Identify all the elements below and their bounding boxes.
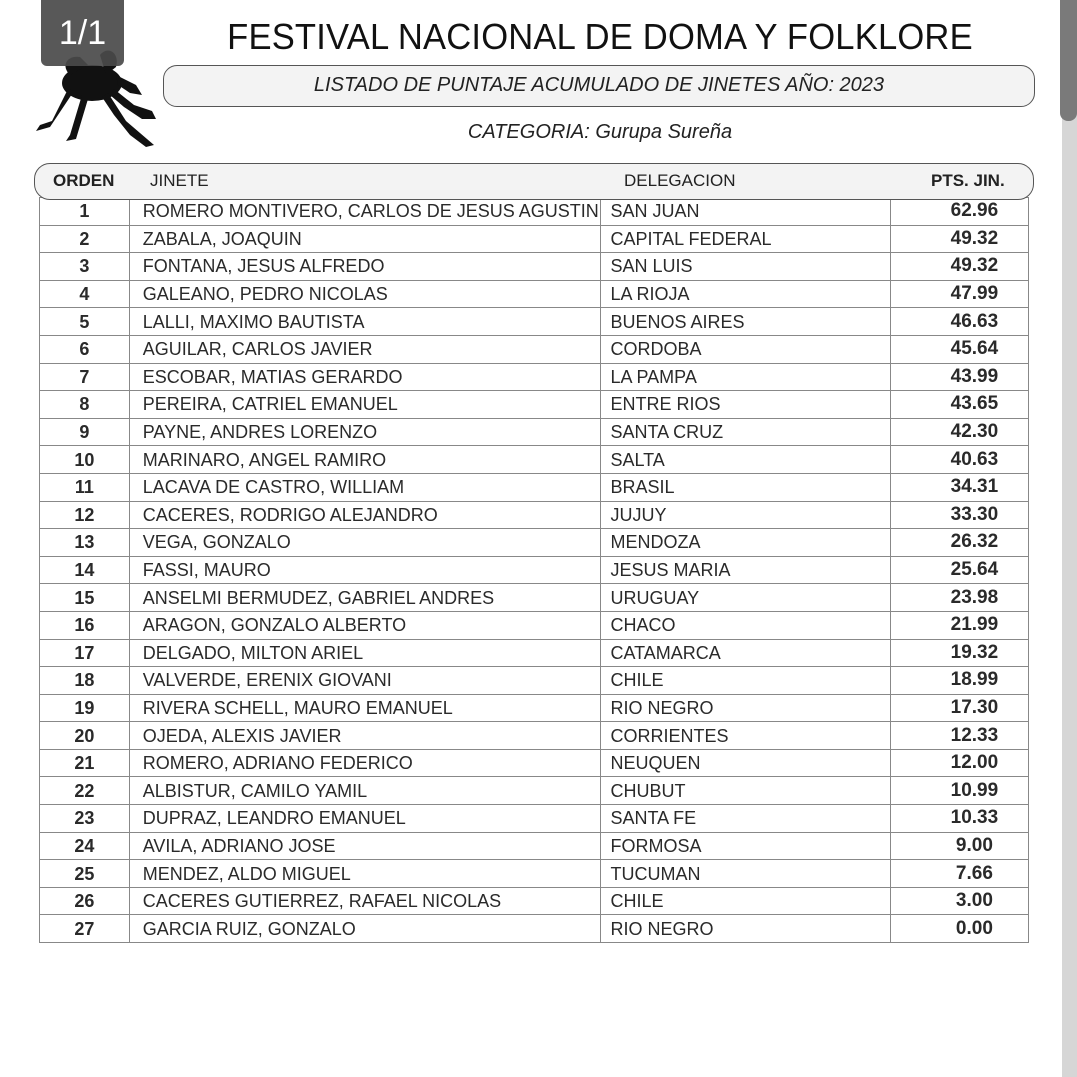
cell-jinete: GALEANO, PEDRO NICOLAS xyxy=(129,280,601,308)
cell-orden: 12 xyxy=(40,501,130,529)
cell-jinete: PEREIRA, CATRIEL EMANUEL xyxy=(129,391,601,419)
cell-pts: 26.32 xyxy=(890,529,1028,557)
cell-orden: 18 xyxy=(40,667,130,695)
table-row xyxy=(40,611,1029,639)
table-row xyxy=(40,308,1029,336)
results-table xyxy=(39,197,1029,943)
cell-pts: 49.32 xyxy=(890,225,1028,253)
cell-jinete: OJEDA, ALEXIS JAVIER xyxy=(129,722,601,750)
header-delegacion: DELEGACION xyxy=(624,171,736,190)
cell-pts: 40.63 xyxy=(890,446,1028,474)
cell-orden: 6 xyxy=(40,335,130,363)
table-header xyxy=(34,163,1034,200)
table-row xyxy=(40,198,1029,226)
cell-delegacion: NEUQUEN xyxy=(601,749,890,777)
cell-jinete: FONTANA, JESUS ALFREDO xyxy=(129,253,601,281)
cell-delegacion: RIO NEGRO xyxy=(601,915,890,943)
cell-delegacion: ENTRE RIOS xyxy=(601,391,890,419)
cell-orden: 23 xyxy=(40,805,130,833)
cell-orden: 14 xyxy=(40,556,130,584)
cell-orden: 2 xyxy=(40,225,130,253)
cell-delegacion: JESUS MARIA xyxy=(601,556,890,584)
cell-jinete: FASSI, MAURO xyxy=(129,556,601,584)
cell-delegacion: CHILE xyxy=(601,887,890,915)
table-row xyxy=(40,335,1029,363)
table-row xyxy=(40,225,1029,253)
cell-jinete: GARCIA RUIZ, GONZALO xyxy=(129,915,601,943)
cell-jinete: VALVERDE, ERENIX GIOVANI xyxy=(129,667,601,695)
cell-delegacion: CORRIENTES xyxy=(601,722,890,750)
cell-orden: 22 xyxy=(40,777,130,805)
cell-orden: 24 xyxy=(40,832,130,860)
cell-jinete: ANSELMI BERMUDEZ, GABRIEL ANDRES xyxy=(129,584,601,612)
cell-pts: 19.32 xyxy=(890,639,1028,667)
cell-orden: 17 xyxy=(40,639,130,667)
cell-orden: 15 xyxy=(40,584,130,612)
cell-orden: 7 xyxy=(40,363,130,391)
table-row xyxy=(40,860,1029,888)
cell-jinete: ESCOBAR, MATIAS GERARDO xyxy=(129,363,601,391)
cell-pts: 10.33 xyxy=(890,805,1028,833)
cell-pts: 0.00 xyxy=(890,915,1028,943)
cell-jinete: MENDEZ, ALDO MIGUEL xyxy=(129,860,601,888)
cell-pts: 46.63 xyxy=(890,308,1028,336)
cell-pts: 12.33 xyxy=(890,722,1028,750)
scrollbar-track[interactable] xyxy=(1062,0,1077,1077)
cell-jinete: DUPRAZ, LEANDRO EMANUEL xyxy=(129,805,601,833)
table-row xyxy=(40,418,1029,446)
cell-delegacion: SANTA FE xyxy=(601,805,890,833)
cell-orden: 8 xyxy=(40,391,130,419)
cell-orden: 4 xyxy=(40,280,130,308)
table-row xyxy=(40,473,1029,501)
table-row xyxy=(40,694,1029,722)
table-row xyxy=(40,915,1029,943)
cell-pts: 3.00 xyxy=(890,887,1028,915)
table-row xyxy=(40,391,1029,419)
cell-delegacion: MENDOZA xyxy=(601,529,890,557)
cell-delegacion: CAPITAL FEDERAL xyxy=(601,225,890,253)
cell-delegacion: SANTA CRUZ xyxy=(601,418,890,446)
cell-delegacion: BUENOS AIRES xyxy=(601,308,890,336)
cell-jinete: ROMERO, ADRIANO FEDERICO xyxy=(129,749,601,777)
cell-jinete: ZABALA, JOAQUIN xyxy=(129,225,601,253)
cell-jinete: MARINARO, ANGEL RAMIRO xyxy=(129,446,601,474)
cell-orden: 21 xyxy=(40,749,130,777)
cell-orden: 3 xyxy=(40,253,130,281)
table-row xyxy=(40,446,1029,474)
table-row xyxy=(40,777,1029,805)
cell-delegacion: URUGUAY xyxy=(601,584,890,612)
header-jinete: JINETE xyxy=(150,171,209,190)
table-row xyxy=(40,805,1029,833)
document-subtitle: LISTADO DE PUNTAJE ACUMULADO DE JINETES AÑO: 2023 xyxy=(163,65,1035,107)
cell-jinete: VEGA, GONZALO xyxy=(129,529,601,557)
table-row xyxy=(40,749,1029,777)
cell-orden: 13 xyxy=(40,529,130,557)
table-row xyxy=(40,584,1029,612)
scrollbar-thumb[interactable] xyxy=(1060,0,1077,121)
cell-jinete: RIVERA SCHELL, MAURO EMANUEL xyxy=(129,694,601,722)
cell-delegacion: LA PAMPA xyxy=(601,363,890,391)
cell-pts: 42.30 xyxy=(890,418,1028,446)
cell-pts: 49.32 xyxy=(890,253,1028,281)
cell-delegacion: SAN JUAN xyxy=(601,198,890,226)
cell-pts: 7.66 xyxy=(890,860,1028,888)
category-label: CATEGORIA: Gurupa Sureña xyxy=(467,121,733,143)
table-row xyxy=(40,832,1029,860)
document-title: FESTIVAL NACIONAL DE DOMA Y FOLKLORE xyxy=(227,16,973,57)
cell-pts: 23.98 xyxy=(890,584,1028,612)
cell-orden: 26 xyxy=(40,887,130,915)
cell-delegacion: SAN LUIS xyxy=(601,253,890,281)
cell-pts: 12.00 xyxy=(890,749,1028,777)
cell-delegacion: CHILE xyxy=(601,667,890,695)
cell-delegacion: LA RIOJA xyxy=(601,280,890,308)
cell-orden: 10 xyxy=(40,446,130,474)
cell-jinete: AVILA, ADRIANO JOSE xyxy=(129,832,601,860)
cell-jinete: ARAGON, GONZALO ALBERTO xyxy=(129,611,601,639)
cell-pts: 21.99 xyxy=(890,611,1028,639)
cell-pts: 34.31 xyxy=(890,473,1028,501)
cell-pts: 43.65 xyxy=(890,391,1028,419)
cell-pts: 45.64 xyxy=(890,335,1028,363)
header-orden: ORDEN xyxy=(53,171,115,190)
table-row xyxy=(40,667,1029,695)
table-row xyxy=(40,280,1029,308)
cell-delegacion: FORMOSA xyxy=(601,832,890,860)
cell-orden: 1 xyxy=(40,198,130,226)
cell-orden: 19 xyxy=(40,694,130,722)
cell-delegacion: SALTA xyxy=(601,446,890,474)
page-indicator: 1/1 xyxy=(41,0,124,66)
cell-jinete: PAYNE, ANDRES LORENZO xyxy=(129,418,601,446)
cell-delegacion: CORDOBA xyxy=(601,335,890,363)
cell-delegacion: CHACO xyxy=(601,611,890,639)
cell-pts: 47.99 xyxy=(890,280,1028,308)
cell-jinete: DELGADO, MILTON ARIEL xyxy=(129,639,601,667)
cell-pts: 33.30 xyxy=(890,501,1028,529)
cell-delegacion: JUJUY xyxy=(601,501,890,529)
cell-jinete: CACERES, RODRIGO ALEJANDRO xyxy=(129,501,601,529)
cell-orden: 16 xyxy=(40,611,130,639)
cell-pts: 25.64 xyxy=(890,556,1028,584)
cell-jinete: ROMERO MONTIVERO, CARLOS DE JESUS AGUSTIN xyxy=(129,198,601,226)
cell-orden: 5 xyxy=(40,308,130,336)
cell-pts: 17.30 xyxy=(890,694,1028,722)
table-row xyxy=(40,556,1029,584)
cell-orden: 25 xyxy=(40,860,130,888)
table-row xyxy=(40,529,1029,557)
cell-delegacion: RIO NEGRO xyxy=(601,694,890,722)
cell-jinete: LACAVA DE CASTRO, WILLIAM xyxy=(129,473,601,501)
table-row xyxy=(40,639,1029,667)
cell-jinete: AGUILAR, CARLOS JAVIER xyxy=(129,335,601,363)
table-row xyxy=(40,887,1029,915)
cell-jinete: LALLI, MAXIMO BAUTISTA xyxy=(129,308,601,336)
cell-delegacion: TUCUMAN xyxy=(601,860,890,888)
cell-jinete: ALBISTUR, CAMILO YAMIL xyxy=(129,777,601,805)
cell-delegacion: BRASIL xyxy=(601,473,890,501)
header-pts: PTS. JIN. xyxy=(931,171,1005,190)
table-row xyxy=(40,363,1029,391)
cell-orden: 11 xyxy=(40,473,130,501)
table-row xyxy=(40,501,1029,529)
cell-pts: 9.00 xyxy=(890,832,1028,860)
cell-pts: 62.96 xyxy=(890,198,1028,226)
cell-delegacion: CATAMARCA xyxy=(601,639,890,667)
cell-orden: 20 xyxy=(40,722,130,750)
table-row xyxy=(40,722,1029,750)
cell-orden: 9 xyxy=(40,418,130,446)
table-row xyxy=(40,253,1029,281)
cell-pts: 18.99 xyxy=(890,667,1028,695)
cell-jinete: CACERES GUTIERREZ, RAFAEL NICOLAS xyxy=(129,887,601,915)
cell-delegacion: CHUBUT xyxy=(601,777,890,805)
cell-pts: 10.99 xyxy=(890,777,1028,805)
cell-orden: 27 xyxy=(40,915,130,943)
cell-pts: 43.99 xyxy=(890,363,1028,391)
